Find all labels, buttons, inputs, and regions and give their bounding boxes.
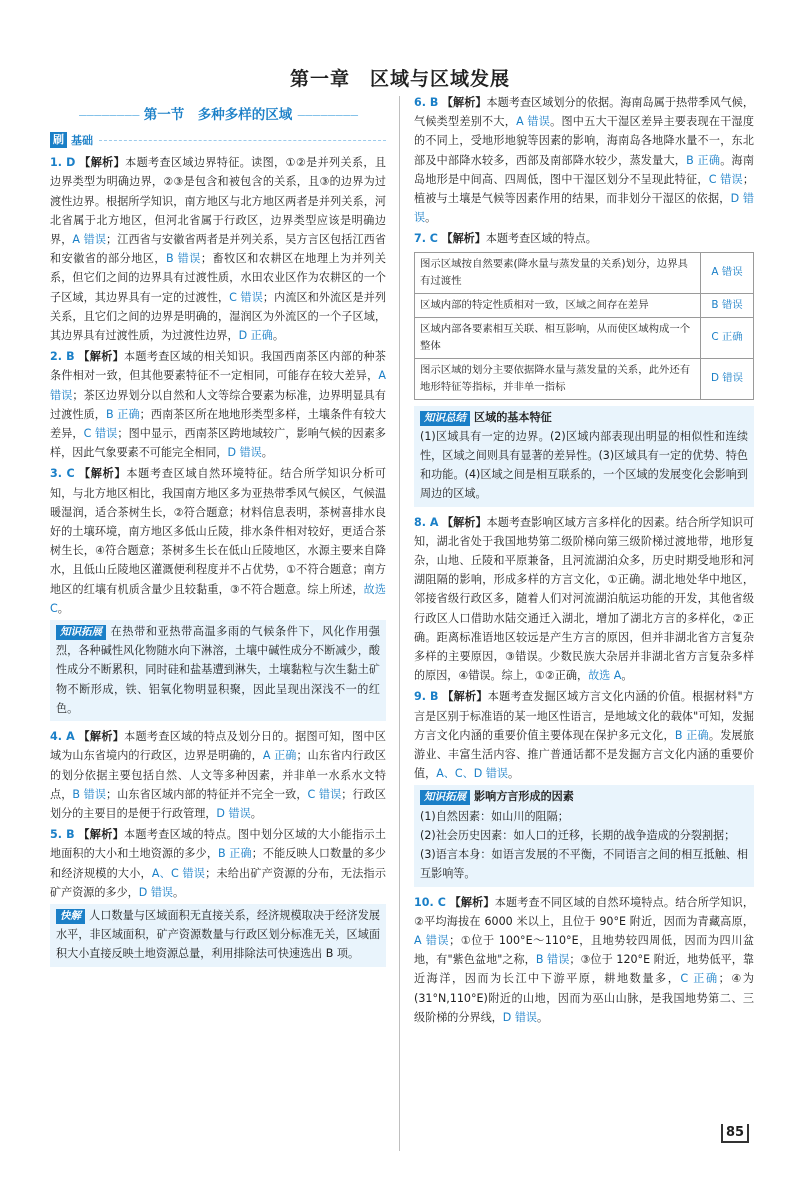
question-number: 6. B [414,96,439,109]
analysis-text: 本题考查区域的相关知识。我国西南茶区内部的种茶条件相对一致，但其他要素特征不一定相同，可能存在较大差异， [50,350,386,383]
question-number: 3. C [50,467,75,481]
basic-tag: 刷 [50,132,67,148]
answer-verdict: C 正确 [680,972,719,986]
analysis-text: 本题考查区域的特点。图中划分区域的大小能指示土地面积的大小和土地资源的多少， [50,828,386,861]
analysis-text: ；山东省内行政区的划分依据主要包括自然、人文等多种因素，并非单一水系水文特点， [50,749,386,801]
answer-verdict: A 正确 [262,749,297,763]
question-number: 2. B [50,350,75,364]
analysis-text: 。 [57,601,69,615]
analysis-tag: 【解析】 [449,895,495,909]
answer-verdict: 故选 A [588,669,622,683]
answer-verdict: D 错误 [502,1010,538,1024]
analysis-text: ；茶区边界划分以自然和人文等综合要素为标准，边界明显具有过渡性质， [50,388,386,421]
question-number: 1. D [50,156,76,170]
analysis-text: 本题考查区域的特点及划分日的。据图可知，图中区域为山东省境内的行政区，边界是明确的， [50,730,386,763]
analysis-text: ；内流区和外流区是并列关系，且它们之间的边界是明确的，湿润区为外流区的一个子区域，其边界具有过渡性质，为过渡性边界， [50,290,386,343]
analysis-table [414,252,754,400]
answer-verdict: B 错误 [535,953,570,967]
box-heading: 区域的基本特征 [474,410,552,424]
analysis-text: 。图中五大干湿区差异主要表现在干湿度的不同上，受地形地貌等因素的影响，海南岛各地降水量不一，东北部及中部降水较多，西部及南部降水较少，蒸发量大， [414,115,754,167]
answer-verdict: B 错误 [166,252,201,266]
analysis-text: 。 [261,446,273,460]
box-text: (1)区域具有一定的边界。(2)区域内部表现出明显的相似性和连续性，区域之间则具有显著的差异性。(3)区域具有一定的优势、特色和功能。(4)区域之间是相互联系的，一个区域的发展变化会影响到周边的区域。 [420,429,748,501]
answer-verdict: A 错误 [72,233,107,247]
table-cell-verdict: B 错误 [701,293,754,317]
answer-verdict: B 正确 [686,153,721,167]
analysis-text: 。 [173,885,185,899]
section-title: ‒‒‒‒‒‒‒‒ 第一节 多种多样的区域 ‒‒‒‒‒‒‒‒ [78,107,358,123]
answer-item [50,464,386,618]
analysis-tag: 【解析】 [441,232,486,246]
divider-line [99,140,386,141]
question-number: 10. C [414,895,446,909]
answer-verdict: A 错误 [50,369,386,402]
table-cell-text: 区域内部的特定性质相对一致，区域之间存在差异 [415,293,701,317]
analysis-text: 本题考查区域边界特征。读图，①②是并列关系，且边界类型为明确边界，②③是包含和被包含的关系，且③的边界为过渡性边界。根据所学知识，南方地区与北方地区两者是并列关系，河北省属于北方地区，但河北省属于行政区，边界类型应该是明确边界， [50,156,386,247]
analysis-tag: 【解析】 [441,96,487,109]
analysis-tag: 【解析】 [78,828,125,842]
answer-verdict: C 错误 [83,427,118,441]
analysis-text: ；未给出矿产资源的分布，无法指示矿产资源的多少， [50,866,386,899]
box-heading: 影响方言形成的因素 [474,790,574,804]
table-row [415,317,754,358]
answer-verdict: C 错误 [708,172,743,186]
analysis-text: ；不能反映人口数量的多少和经济规模的大小， [50,847,386,880]
analysis-text: 本题考查不同区域的自然环境特点。结合所学知识，②平均海拔在 6000 米以上，且位于 90°E 附近，因而为青藏高原， [414,895,754,928]
question-number: 4. A [50,730,75,744]
knowledge-box-1 [50,620,386,721]
analysis-tag: 【解析】 [79,156,126,170]
analysis-text: ；图中显示，西南茶区跨地域较广，影响气候的因素多样，因此气象要素不可能完全相同， [50,427,386,460]
analysis-text: 。 [272,329,284,343]
answer-item [414,513,754,686]
table-cell-verdict: D 错误 [701,358,754,399]
analysis-tag: 【解析】 [78,730,125,744]
answer-item [50,347,386,462]
analysis-text: ；江西省与安徽省两者是并列关系，吴方言区包括江西省和安徽省的部分地区， [50,233,386,266]
basic-section-header [50,130,386,150]
right-column [414,93,754,1029]
answer-item [50,825,386,902]
question-number: 7. C [414,232,438,246]
analysis-text: 。 [250,806,262,820]
answer-verdict: D 错误 [216,806,251,820]
box-line: (1)自然因素：如山川的阻隔； [420,809,569,823]
answer-verdict: A、C 错误 [151,866,206,880]
answer-item [414,893,754,1027]
table-row [415,358,754,399]
section-title-text: 第一节 多种多样的区域 [143,107,293,123]
analysis-text: 本题考查影响区域方言多样化的因素。结合所学知识可知，湖北省处于我国地势第二级阶梯向第三级阶梯过渡地带，地形复杂，山地、丘陵和平原兼备，且河流湖泊众多，历史时期受地形和河湖阻隔的影响，形成多样的方言文化，①正确。湖北地处华中地区，邻接省级行政区多，随着人们对河流湖泊航运功能的开发，其他省级行政区人口借助水陆交通迁入湖北，增加了湖北方言的多样化，②正确。距离标准语地区较远是产生方言的原因，但并非湖北省方言复杂多样的主要原因，③错误。少数民族大杂居并非湖北省方言复杂多样的原因，④错误。综上，①②正确， [414,515,754,683]
box-line: (2)社会历史因素：如人口的迁移，长期的战争造成的分裂割据； [420,828,736,842]
answer-verdict: D 错误 [227,446,262,460]
chapter-title: 第一章 区域与区域发展 [289,68,510,90]
table-row [415,293,754,317]
analysis-text: 本题考查区域划分的依据。海南岛属于热带季风气候，气候类型差别不大， [414,96,754,129]
answer-verdict: B 正确 [218,847,252,861]
analysis-text: 。海南岛地形是中间高、四周低，图中干湿区划分不呈现此特征， [414,153,754,186]
answer-list-5 [414,893,754,1027]
box-tag: 知识拓展 [420,790,470,805]
answer-verdict: B 错误 [72,787,107,801]
box-tag: 知识总结 [420,411,470,426]
box-tag: 知识拓展 [56,625,106,640]
analysis-tag: 【解析】 [78,467,127,481]
question-number: 8. A [414,515,439,529]
answer-verdict: C 错误 [307,787,342,801]
analysis-text: 本题考查发掘区域方言文化内涵的价值。根据材料"方言是区别于标准语的某一地区性语言，是地域文化的载体"可知，发掘方言文化内涵的重要价值主要体现在保护多元文化， [414,690,754,742]
analysis-text: 。 [621,669,633,683]
answer-verdict: C 错误 [229,290,263,304]
answer-list-4 [414,513,754,784]
knowledge-summary-box [414,406,754,507]
box-tag: 快解 [56,909,85,924]
basic-label: 基础 [71,133,93,147]
table-cell-verdict: C 正确 [701,317,754,358]
quick-solution-box [50,904,386,967]
table-cell-text: 图示区域的划分主要依据降水量与蒸发量的关系，此外还有地形特征等指标，并非单一指标 [415,358,701,399]
analysis-text: ；①位于 100°E～110°E，且地势较四周低，因而为四川盆地，有"紫色盆地"之称， [414,933,754,967]
answer-item [414,687,754,783]
answer-verdict: D 正确 [238,329,273,343]
answer-item [414,229,754,248]
analysis-text: ；西南茶区所在地地形类型多样，土壤条件有较大差异， [50,407,386,441]
analysis-tag: 【解析】 [442,690,488,704]
page-number: 85 [721,1124,749,1143]
answer-verdict: D 错误 [138,885,174,899]
box-text: 人口数量与区域面积无直接关系，经济规模取决于经济发展水平，非区域面积，矿产资源数量与行政区划分标准无关，区域面积大小直接反映土地资源总量，利用排除法可快速选出 B 项。 [56,908,380,961]
answer-verdict: B 正确 [674,728,709,742]
table-cell-verdict: A 错误 [701,252,754,293]
analysis-text: ；山东省区域内部的特征并不完全一致， [106,787,308,801]
analysis-text: ；行政区划分的主要目的是便于行政管理， [50,787,386,820]
knowledge-box-2 [414,785,754,886]
analysis-text: ；④为(31°N,110°E)附近的山地，因而为巫山山脉，是我国地势第二、三级阶梯的分界线， [414,972,754,1024]
answer-verdict: 故选 C [50,582,386,615]
question-number: 9. B [414,690,439,704]
analysis-text: 本题考查区域自然环境特征。结合所学知识分析可知，与北方地区相比，我国南方地区多为亚热带季风气候区，气候温暖湿润，适合茶树生长，②符合题意；材料信息表明，茶树喜排水良好的土壤环境，南方地区多低山丘陵，排水条件相对较好，更适合茶树生长，④符合题意；茶树多生长在低山丘陵地区，水源主要来自降水，且低山丘陵地区灌溉便利程度并不占优势，①不符合题意；南方地区的红壤有机质含量少且较黏重，③不符合题意。综上所述， [50,467,386,596]
answer-list-2 [50,727,386,902]
answer-list-3 [414,93,754,249]
analysis-text: ；植被与土壤是气候等因素作用的结果，而非划分干湿区的依据， [414,172,754,206]
table-row [415,252,754,293]
question-number: 5. B [50,828,75,842]
box-line: (3)语言本身：如语言发展的不平衡，不同语言之间的相互抵触、相互影响等。 [420,848,748,881]
analysis-text: ；畜牧区和农耕区在地理上为并列关系，但它们之间的边界具有过渡性质，水田农业区作为农耕区的一个子区域，其边界具有一定的过渡性， [50,252,386,304]
answer-verdict: D 错误 [414,192,754,225]
left-column [50,96,386,973]
box-text: 在热带和亚热带高温多雨的气候条件下，风化作用强烈，各种碱性风化物随水向下淋溶，土壤中碱性成分不断减少，酸性成分不断累积，同时硅和盐基遭到淋失，土壤黏粒与次生黏土矿物不断形成，铁、铝氧化物明显积聚，因此呈现出深浅不一的红色。 [56,625,380,715]
answer-item [414,93,754,227]
analysis-text: 。发展旅游业、丰富生活内容、推广普通话都不是发掘方言文化内涵的重要价值， [414,728,754,781]
answer-verdict: A 错误 [516,115,551,129]
analysis-text: 。 [537,1010,549,1024]
analysis-text: 。 [425,211,437,225]
analysis-text: ；③位于 120°E 附近，地势低平，靠近海洋，因而为长江中下游平原，耕地数量多， [414,953,754,986]
analysis-tag: 【解析】 [78,350,125,364]
answer-verdict: B 正确 [106,407,140,421]
answer-verdict: A 错误 [414,933,450,947]
table-cell-text: 区域内部各要素相互关联、相互影响，从而使区域构成一个整体 [415,317,701,358]
analysis-text: 。 [507,767,520,781]
analysis-text: 本题考查区域的特点。 [485,232,597,246]
analysis-tag: 【解析】 [442,515,487,529]
table-cell-text: 图示区域按自然要素(降水量与蒸发量的关系)划分，边界具有过渡性 [415,252,701,293]
answer-item [50,153,386,345]
answer-verdict: A、C、D 错误 [436,767,508,781]
column-divider [399,96,400,1151]
answer-item [50,727,386,823]
answer-list-1 [50,153,386,618]
